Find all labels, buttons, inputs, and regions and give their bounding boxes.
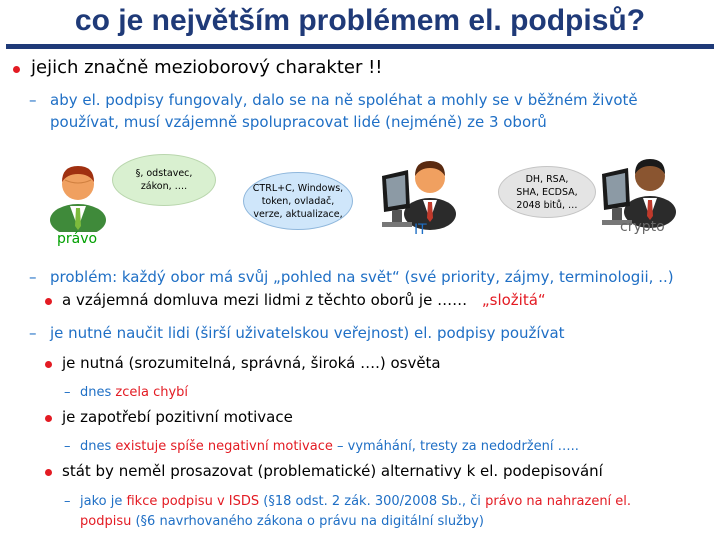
bubble-text-law: §, odstavec, zákon, …. <box>135 168 193 192</box>
highlight-red: podpisu <box>80 514 132 529</box>
highlight-red: existuje spíše negativní motivace <box>115 439 333 454</box>
sub-item-line: používat, musí vzájemně spolupracovat lidé (nejméně) ze 3 oborů <box>50 113 547 131</box>
detail-line <box>80 439 579 454</box>
text-segment: dnes <box>80 439 112 454</box>
detail-line <box>80 514 484 529</box>
title-bar <box>0 0 720 44</box>
text-segment: jako je <box>80 494 123 509</box>
bubble-text-crypto: DH, RSA, SHA, ECDSA, 2048 bitů, … <box>516 173 578 211</box>
it-person-at-computer-icon <box>378 150 460 230</box>
dash-marker: – <box>64 385 71 400</box>
bullet-dot <box>45 469 52 476</box>
speech-bubble-law <box>112 154 216 206</box>
role-label-it: IT <box>414 222 427 238</box>
sub-sub-item: je zapotřebí pozitivní motivace <box>62 408 293 426</box>
bullet-dot <box>45 415 52 422</box>
sub-sub-item: stát by neměl prosazovat (problematické) alternativy k el. podepisování <box>62 462 603 480</box>
bullet-dot <box>45 298 52 305</box>
detail-line <box>80 385 188 400</box>
text-segment: – vymáhání, tresty za nedodržení ….. <box>337 439 579 454</box>
text-segment: dnes <box>80 385 112 400</box>
highlight-red: zcela chybí <box>115 385 189 400</box>
sub-sub-item <box>62 291 546 309</box>
bullet-dot <box>13 66 20 73</box>
text-segment: (§18 odst. 2 zák. 300/2008 Sb., či <box>263 494 481 509</box>
dash-marker: – <box>64 494 71 509</box>
sub-sub-item: je nutná (srozumitelná, správná, široká ….) osvěta <box>62 354 441 372</box>
text-segment: a vzájemná domluva mezi lidmi z těchto oborů je …… <box>62 291 468 309</box>
bullet-main: jejich značně mezioborový charakter !! <box>31 57 383 78</box>
dash-marker: – <box>29 91 37 109</box>
role-label-crypto: crypto <box>620 219 665 235</box>
bubble-text-it: CTRL+C, Windows, token, ovladač, verze, aktualizace, <box>252 182 344 220</box>
detail-line <box>80 494 631 509</box>
bullet-dot <box>45 361 52 368</box>
text-segment: (§6 navrhovaného zákona o právu na digitální služby) <box>135 514 484 529</box>
role-label-law: právo <box>57 231 98 247</box>
sub-item-line: aby el. podpisy fungovaly, dalo se na ně spoléhat a mohly se v běžném životě <box>50 91 638 109</box>
page-title: co je největším problémem el. podpisů? <box>74 4 646 37</box>
dash-marker: – <box>29 324 37 342</box>
dash-marker: – <box>29 268 37 286</box>
highlight-red: právo na nahrazení el. <box>485 494 632 509</box>
sub-item-line: problém: každý obor má svůj „pohled na svět“ (své priority, zájmy, terminologii, ..) <box>50 268 674 286</box>
dash-marker: – <box>64 439 71 454</box>
speech-bubble-crypto <box>498 166 596 218</box>
crypto-person-at-computer-icon <box>598 148 680 228</box>
highlight-red: „složitá“ <box>481 291 546 309</box>
speech-bubble-it <box>243 172 353 230</box>
highlight-red: fikce podpisu v ISDS <box>126 494 260 509</box>
title-underline <box>6 44 714 49</box>
lawyer-person-icon <box>45 160 115 232</box>
sub-item-line: je nutné naučit lidi (širší uživatelskou veřejnost) el. podpisy používat <box>50 324 565 342</box>
